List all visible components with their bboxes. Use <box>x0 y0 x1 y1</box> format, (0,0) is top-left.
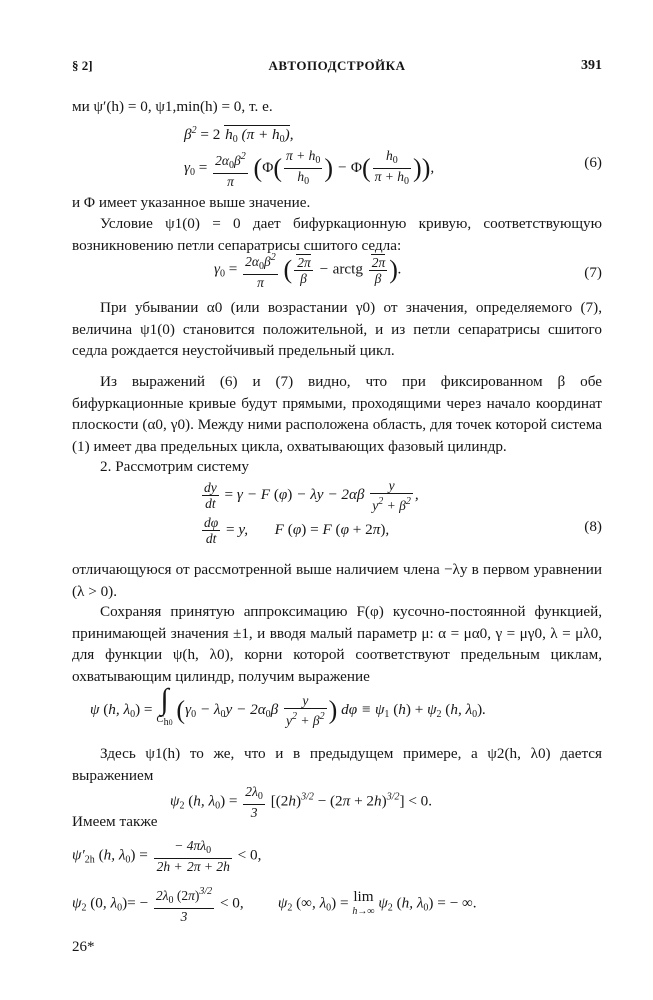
equation-7: $\gamma_0$ = $\frac{2\alpha_0\beta^2}{\pi}$ ( $\frac{2\pi}{\beta}$ − arctg $\frac{2\pi}{\beta}$ ). <box>214 252 402 290</box>
equation-6-label: (6) <box>584 154 602 171</box>
text-line-1: ми ψ′(h) = 0, ψ1,min(h) = 0, т. е. <box>72 98 273 115</box>
paragraph-decrease: При убывании α0 (или возрастании γ0) от значения, определяемого (7), величина ψ1(0) становится положительной, и из петли сепаратрисы сшитого седла рождается неустойчивый предельный цикл. <box>72 299 602 359</box>
equation-8-line-2: $\frac{d\varphi}{dt}$ = y, F (φ) = F (φ + 2π), <box>204 515 390 546</box>
equation-beta-sq: $\beta^2 = 2$ $h_0$ $(\pi + h_0)$, <box>184 125 294 145</box>
equation-psi2: $\psi_2$ (h, $\lambda_0$) = $\frac{2\lambda_0}{3}$ $[(2h)^{3/2} - (2\pi + 2h)^{3/2}] < 0$. <box>170 784 433 820</box>
paragraph-after-6: и Φ имеет указанное выше значение. <box>72 194 311 211</box>
paragraph-here: Здесь ψ1(h) то же, что и в предыдущем примере, а ψ2(h, λ0) дается выражением <box>72 745 602 784</box>
have-also: Имеем также <box>72 813 158 830</box>
equation-7-label: (7) <box>584 264 602 281</box>
paragraph-differing: отличающуюся от рассмотренной выше наличием члена −λy в первом уравнении (λ > 0). <box>72 561 602 600</box>
equation-psi2-limits: $\psi_2$ (0, $\lambda_0)=$ − $\frac{2\lambda_0 (2\pi)^{3/2}}{3}$ < 0, $\psi_2$ (∞, $\lambda_0) = \lim$ h→∞ $\psi_2$ (h, $\lambda_0$) = − ∞. <box>72 886 477 924</box>
equation-psi2-prime: $\psi'_{2h}$ (h, $\lambda_0$) = $\frac{- 4\pi\lambda_0}{2h + 2\pi + 2h}$ < 0, <box>72 838 262 874</box>
paragraph-expressions: Из выражений (6) и (7) видно, что при фиксированном β обе бифуркационные кривые будут прямыми, проходящими через начало координат плоскости (α0, γ0). Между ними расположена область, для точек которой система (1) имеет два предельных цикла, охватывающих фазовый цилиндр. <box>72 373 602 455</box>
page <box>72 0 602 1000</box>
equation-8-line-1: $\frac{dy}{dt}$ = γ − F (φ) − λy − 2αβ $\frac{y}{y^2 + \beta^2}$ , <box>204 478 419 513</box>
page-number: 391 <box>581 58 602 73</box>
signature-mark: 26* <box>72 939 95 955</box>
equation-psi-integral: ψ (h, $\lambda_0$) = ∫ Ch0 ($\gamma_0 - \lambda_0y - 2\alpha_0\beta$ $\frac{y}{y^2 + \beta^2}$ ) $d\varphi \equiv \psi_1$ $(h) + \psi_2$ (h, $\lambda_0$). <box>90 683 486 728</box>
paragraph-bifurcation: Условие ψ1(0) = 0 дает бифуркационную кривую, соответствующую возникновению петли сепаратрисы сшитого седла: <box>72 215 602 254</box>
equation-8-label: (8) <box>584 518 602 535</box>
running-header <box>72 55 602 77</box>
paragraph-keeping: Сохраняя принятую аппроксимацию F(φ) кусочно-постоянной функцией, принимающей значения ±1, и вводя малый параметр μ: α = μα0, γ = μγ0, λ = μλ0, для функции ψ(h, λ0), корни которой соответствуют предельным циклам, охватывающим цилиндр, получим выражение <box>72 603 602 685</box>
item-2: 2. Рассмотрим систему <box>100 458 250 475</box>
header-title: АВТОПОДСТРОЙКА <box>268 58 406 73</box>
equation-6: $\gamma_0$ = $\frac{2\alpha_0\beta^2}{\pi}$ (Φ( $\frac{\pi + h_0}{h_0}$ ) − Φ( $\frac{h_0}{\pi + h_0}$ )), <box>184 148 435 189</box>
section-ref: § 2] <box>72 58 93 73</box>
